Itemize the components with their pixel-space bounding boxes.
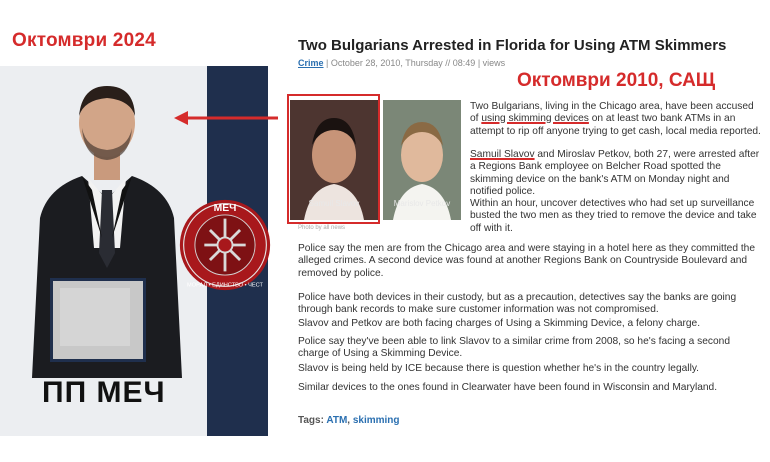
svg-text:МЕЧ: МЕЧ [213, 203, 237, 215]
article-date: October 28, 2010, Thursday // 08:49 [330, 58, 476, 68]
mugshot-petkov [383, 100, 461, 220]
views-label: views [482, 58, 506, 68]
paragraph-5: Police have both devices in their custody, but as a precaution, detectives say the banks are going through bank records to make sure customer information was not compromised. [298, 292, 737, 316]
party-emblem-logo [178, 198, 272, 292]
article-title: Two Bulgarians Arrested in Florida for Using ATM Skimmers [298, 37, 727, 54]
highlight-frame [287, 94, 380, 224]
highlight-skimming-devices: using skimming devices [481, 113, 589, 125]
svg-text:МОРАЛ • ЕДИНСТВО • ЧЕСТ: МОРАЛ • ЕДИНСТВО • ЧЕСТ [187, 282, 263, 289]
tags-label: Tags: [298, 415, 324, 426]
tags-row: Tags: ATM, skimming [298, 415, 400, 426]
paragraph-4: Police say the men are from the Chicago area and were staying in a hotel here as they committed the alleged crimes. A second device was found at another Regions Bank on Countryside Boulevard and removed by police. [298, 243, 755, 279]
paragraph-2: Samuil Slavov and Miroslav Petkov, both 27, were arrested after a Regions Bank employee on Belcher Road spotted the skimming device on the bank's ATM on Monday night and notified police. [470, 149, 760, 198]
photo-credit: Photo by all news [298, 225, 346, 231]
party-name: ПП МЕЧ [42, 376, 166, 409]
highlight-samuil-slavov: Samuil Slavov [470, 149, 535, 160]
category-link[interactable]: Crime [298, 58, 324, 68]
paragraph-9: Similar devices to the ones found in Clearwater have been found in Wisconsin and Maryland. [298, 382, 718, 393]
tag-link[interactable]: skimming [352, 415, 400, 426]
paragraph-6: Slavov and Petkov are both facing charges of Using a Skimming Device, a felony charge. [298, 318, 701, 329]
paragraph-3: Within an hour, uncover detectives who had set up surveillance busted the two men as they tried to remove the device and take off with it. [470, 198, 757, 234]
paragraph-8: Slavov is being held by ICE because there is question whether he's in the country legally. [298, 363, 699, 374]
pixelated-block-inner [60, 288, 130, 346]
date-label-2024: Октомври 2024 [12, 30, 156, 51]
photo-caption: Marislov Petkov [393, 199, 451, 208]
date-label-2010: Октомври 2010, САЩ [517, 70, 716, 91]
article-meta: Crime | October 28, 2010, Thursday // 08:49 | views [298, 58, 506, 68]
tag-link[interactable]: ATM [326, 415, 348, 426]
photo-caption: Samuil Slavov [308, 199, 360, 208]
paragraph-1: Two Bulgarians, living in the Chicago area, have been accused of using skimming devices on at least two bank ATMs in an attempt to rip off anyone trying to get cash, local media reported. [470, 101, 761, 137]
paragraph-7: Police say they've been able to link Slavov to a similar crime from 2008, so he's facing a second charge of Using a Skimming Device. [298, 336, 730, 360]
arrow-left-icon [174, 108, 294, 128]
